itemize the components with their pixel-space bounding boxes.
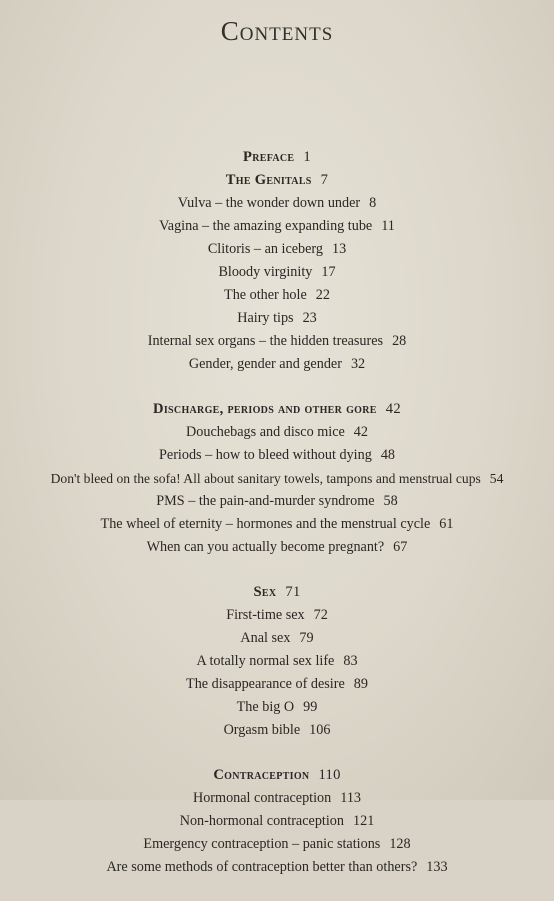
toc-page-number: 83: [343, 653, 358, 669]
toc-heading: [0, 581, 554, 604]
toc-page-number: 89: [353, 676, 368, 692]
toc-entry-title: Hairy tips: [237, 310, 294, 326]
toc-entry-title: Don't bleed on the sofa! All about sanitary towels, tampons and menstrual cups: [50, 471, 481, 486]
toc-page-number: 110: [318, 767, 341, 783]
toc-heading: [0, 764, 554, 787]
toc-entry-title: When can you actually become pregnant?: [146, 539, 385, 555]
toc-entry-title: Are some methods of contraception better than others?: [106, 859, 418, 875]
page-title: Contents: [220, 16, 334, 46]
toc-page-number: 72: [313, 607, 328, 623]
toc-page-number: 7: [320, 172, 329, 188]
toc-page-number: 121: [353, 813, 375, 829]
toc-page-number: 54: [489, 471, 504, 486]
toc-entry-title: The other hole: [224, 287, 307, 303]
toc-entry-title: A totally normal sex life: [196, 653, 335, 669]
toc-page-number: 13: [332, 241, 347, 257]
toc-entry: [0, 650, 554, 673]
toc-heading: [0, 146, 554, 169]
toc-entry: [0, 421, 554, 444]
toc-entry-title: Clitoris – an iceberg: [207, 241, 323, 257]
toc-heading-title: Preface: [243, 149, 295, 165]
toc-entry: [0, 444, 554, 467]
toc-entry: [0, 192, 554, 215]
toc-entry-title: Emergency contraception – panic stations: [143, 836, 381, 852]
toc-page-number: 71: [285, 584, 301, 600]
toc-entry-title: Orgasm bible: [223, 722, 301, 738]
toc-entry: [0, 215, 554, 238]
toc-heading-title: Discharge, periods and other gore: [153, 401, 377, 417]
toc-page-number: 1: [303, 149, 311, 165]
toc-heading-title: Contraception: [213, 767, 310, 783]
toc-entry-title: Hormonal contraception: [192, 790, 332, 806]
toc-page-number: 48: [380, 447, 395, 463]
toc-page-number: 42: [353, 424, 368, 440]
toc-entry-title: Douchebags and disco mice: [186, 424, 345, 440]
toc-entry: [0, 307, 554, 330]
toc-page-number: 106: [309, 722, 331, 738]
toc-page-number: 28: [392, 333, 407, 349]
toc-section-discharge: [0, 398, 554, 559]
toc-heading: [0, 169, 554, 192]
toc-entry: [0, 284, 554, 307]
toc-page-number: 67: [393, 539, 408, 555]
toc-entry-title: Vagina – the amazing expanding tube: [159, 218, 373, 234]
toc-entry: [0, 696, 554, 719]
toc-entry: [0, 673, 554, 696]
toc-page-number: 8: [369, 195, 377, 211]
toc-page-number: 32: [350, 356, 366, 372]
toc-page-number: 128: [389, 836, 411, 852]
toc-entry: [0, 719, 554, 742]
toc-entry: [0, 238, 554, 261]
toc-entry: [0, 627, 554, 650]
toc-section-preface: [0, 146, 554, 169]
toc-entry: [0, 810, 554, 833]
toc-entry-title: Anal sex: [240, 630, 291, 646]
toc-entry: [0, 833, 554, 856]
toc-heading-title: The Genitals: [225, 172, 312, 188]
toc-entry-title: Bloody virginity: [218, 264, 313, 280]
toc-page-number: 79: [299, 630, 314, 646]
toc-entry-title: Vulva – the wonder down under: [177, 195, 361, 211]
toc-page-number: 99: [303, 699, 318, 715]
toc-entry-title: Gender, gender and gender: [188, 356, 342, 372]
toc-page-number: 58: [383, 493, 398, 509]
toc-page-number: 113: [340, 790, 362, 806]
toc-entry: [0, 513, 554, 536]
toc-entry-title: The wheel of eternity – hormones and the menstrual cycle: [100, 516, 431, 532]
toc-page-number: 42: [385, 401, 401, 417]
toc-page-number: 11: [381, 218, 395, 234]
toc-entry-title: PMS – the pain-and-murder syndrome: [156, 493, 375, 509]
toc-page-number: 133: [426, 859, 448, 875]
table-of-contents: [0, 146, 554, 901]
toc-page-number: 22: [315, 287, 330, 303]
toc-section-genitals: [0, 169, 554, 376]
toc-page-number: 61: [439, 516, 454, 532]
toc-entry-title: First-time sex: [226, 607, 305, 623]
toc-heading: [0, 398, 554, 421]
toc-entry-title: Internal sex organs – the hidden treasures: [147, 333, 384, 349]
toc-page-number: 23: [302, 310, 317, 326]
toc-entry: [0, 467, 554, 490]
toc-entry: [0, 353, 554, 376]
toc-entry: [0, 536, 554, 559]
toc-entry-title: The disappearance of desire: [186, 676, 345, 692]
toc-entry: [0, 856, 554, 879]
toc-entry-title: The big O: [236, 699, 295, 715]
toc-page-number: 17: [321, 264, 336, 280]
toc-entry: [0, 604, 554, 627]
toc-entry: [0, 787, 554, 810]
toc-entry-title: Non-hormonal contraception: [179, 813, 344, 829]
toc-section-contraception: [0, 764, 554, 879]
toc-entry: [0, 490, 554, 513]
toc-entry: [0, 330, 554, 353]
toc-entry-title: Periods – how to bleed without dying: [159, 447, 372, 463]
toc-heading-title: Sex: [253, 584, 277, 600]
toc-section-sex: [0, 581, 554, 742]
toc-entry: [0, 261, 554, 284]
